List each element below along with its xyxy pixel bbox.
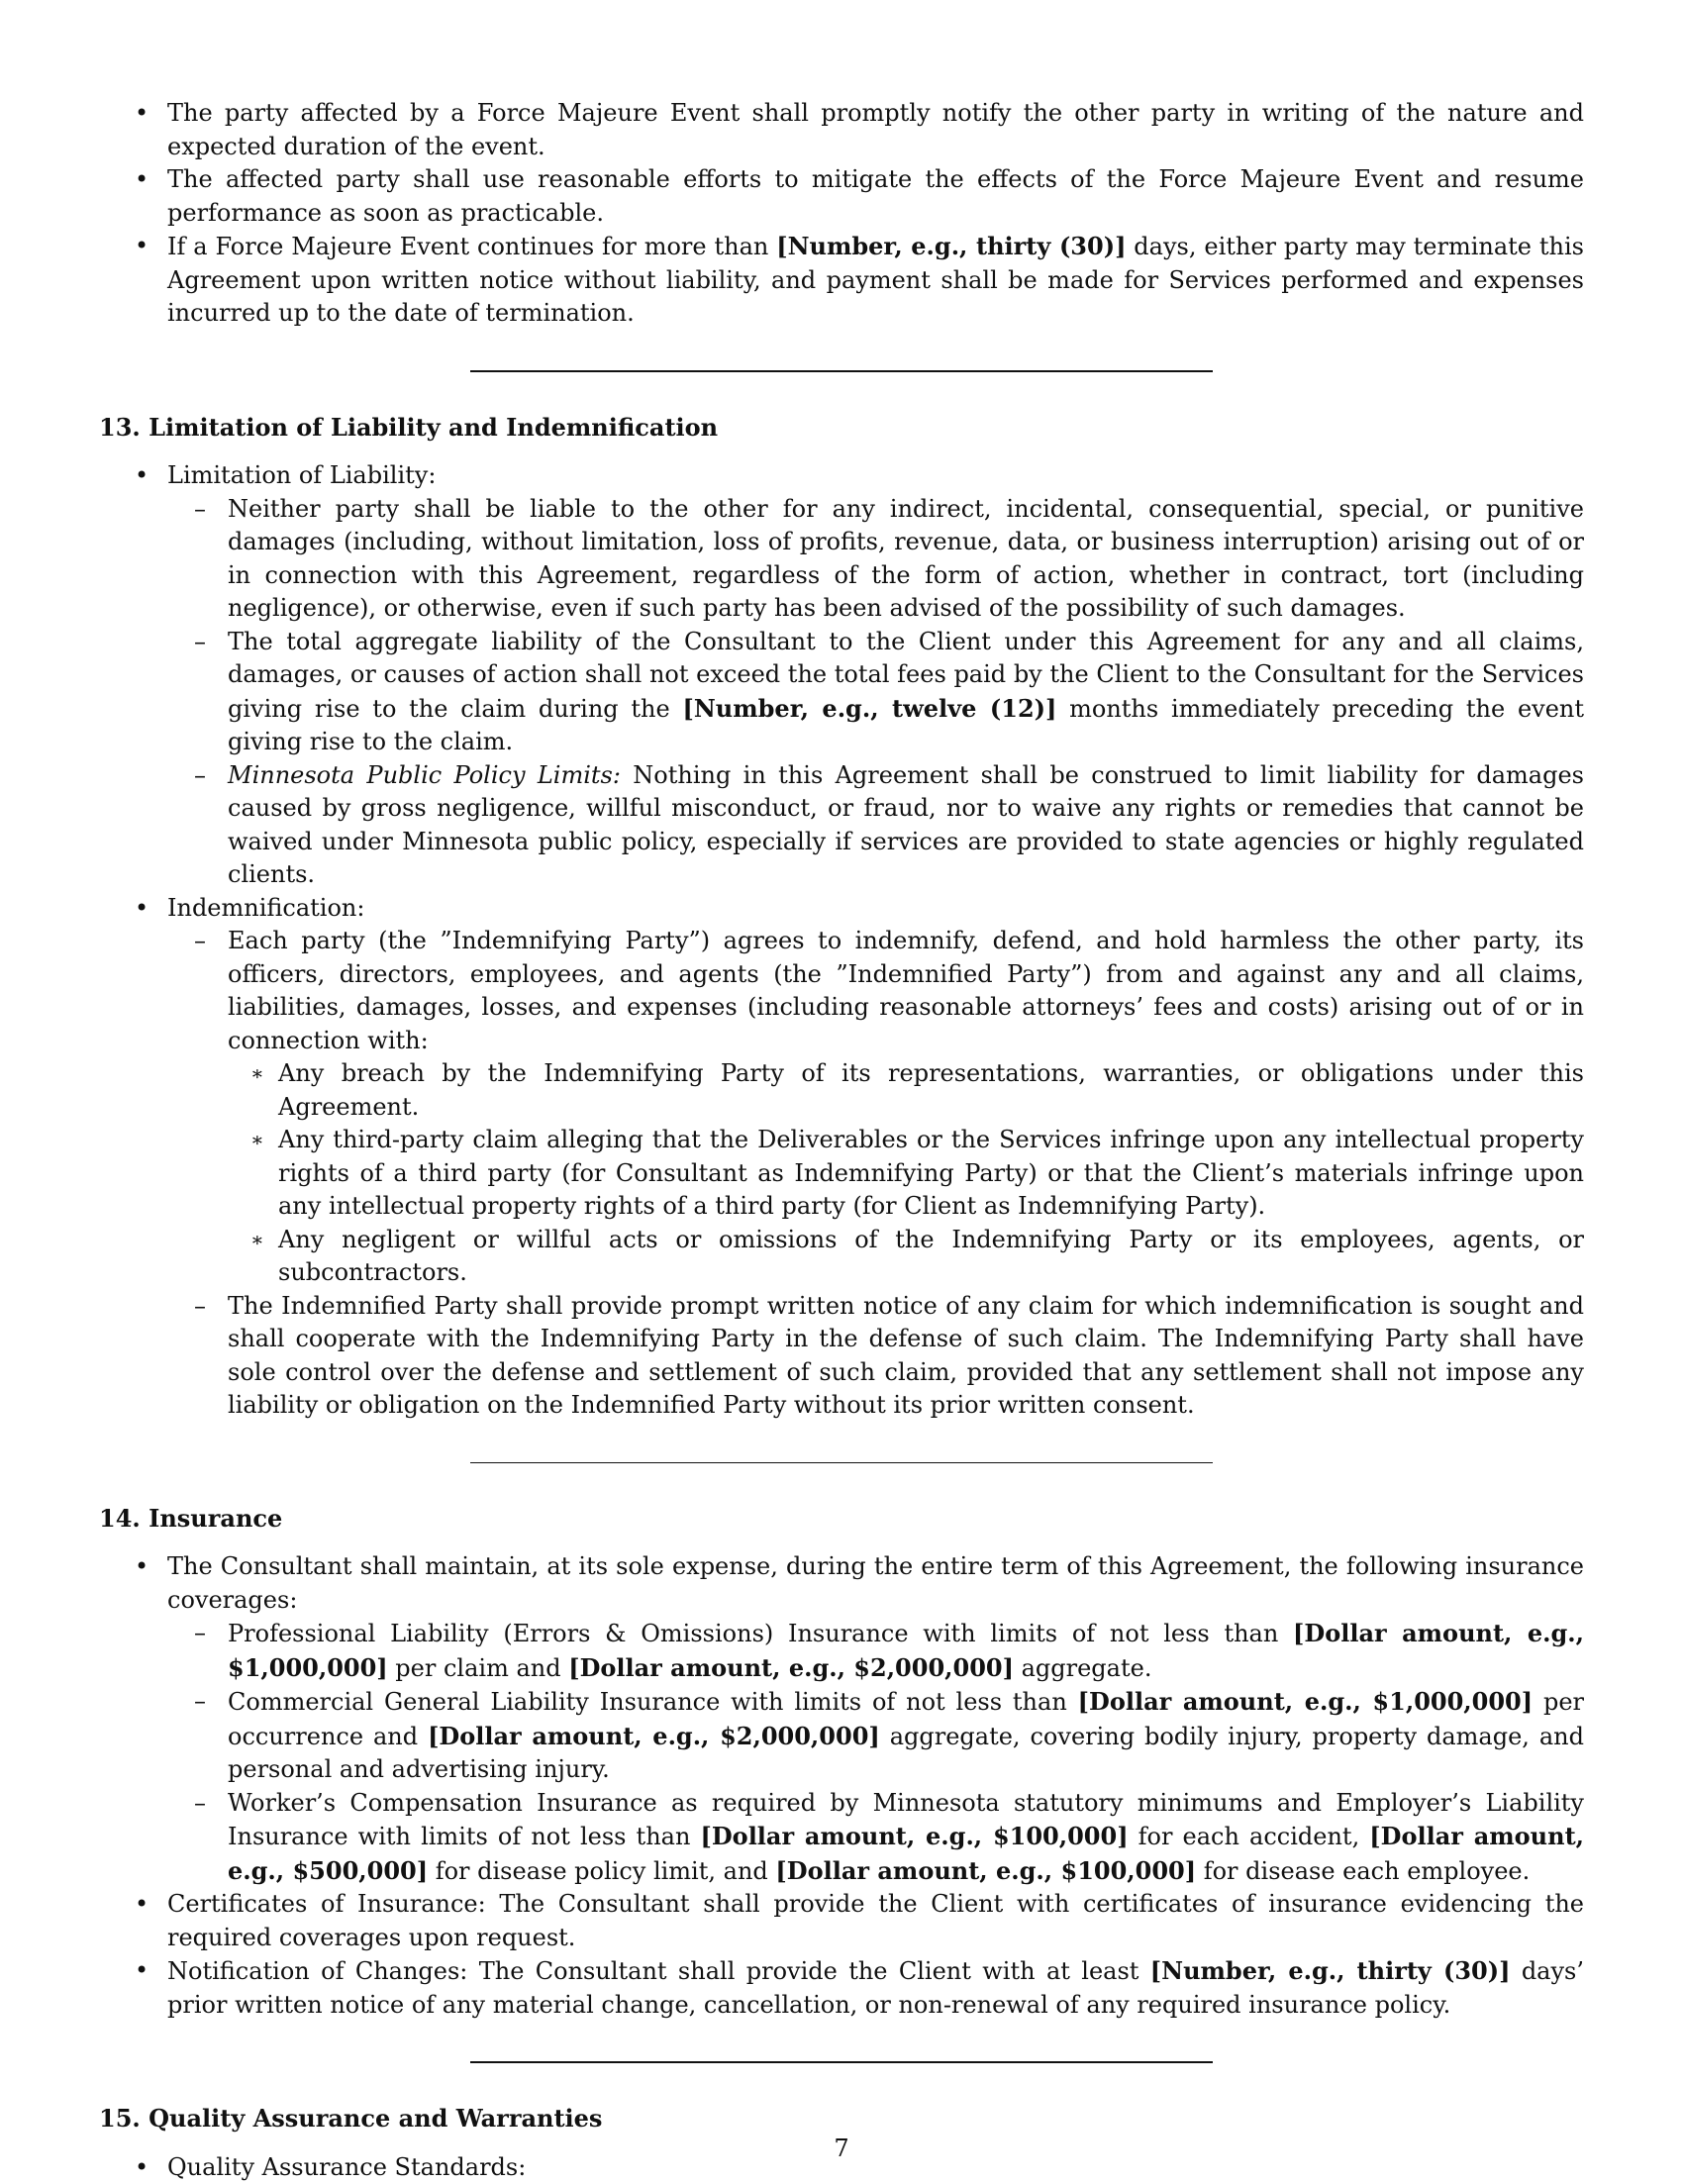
bullet-icon: •: [135, 163, 148, 197]
list-item: • The Consultant shall maintain, at its sole expense, during the entire term of this Agreement, the following insurance coverages:: [99, 1550, 1584, 1617]
placeholder-text: [Dollar amount, e.g., $100,000]: [775, 1856, 1196, 1885]
list-item: • If a Force Majeure Event continues for more than [Number, e.g., thirty (30)] days, either party may terminate this Agreement upon written notice without liability, and payment shall be made for Services performed and expenses incurred up to the date of termination.: [99, 230, 1584, 331]
dash-icon: –: [194, 493, 206, 527]
bullet-icon: •: [135, 2151, 148, 2184]
sub-list-item: – Neither party shall be liable to the other for any indirect, incidental, consequential, special, or punitive damages (including, without limitation, loss of profits, revenue, data, or business interruption) arising out of or in connection with this Agreement, regardless of the form of action, whether in contract, tort (including negligence), or otherwise, even if such party has been advised of the possibility of such damages.: [99, 493, 1584, 626]
asterisk-icon: ∗: [250, 1224, 264, 1257]
sub-sub-list-item: ∗ Any third-party claim alleging that the Deliverables or the Services infringe upon any intellectual property rights of a third party (for Consultant as Indemnifying Party) or that the Client’s materials infringe upon any intellectual property rights of a third party (for Client as Indemnifying Party).: [99, 1124, 1584, 1224]
placeholder-text: [Dollar amount, e.g., $2,000,000]: [568, 1653, 1014, 1682]
sub-list-item: – Professional Liability (Errors & Omissions) Insurance with limits of not less than [Dollar amount, e.g., $1,000,000] per claim and [Dollar amount, e.g., $2,000,000] aggregate.: [99, 1617, 1584, 1685]
bullet-icon: •: [135, 1550, 148, 1584]
placeholder-text: [Number, e.g., twelve (12)]: [683, 694, 1057, 723]
section-divider: [470, 1462, 1213, 1463]
sub-list-item: – The Indemnified Party shall provide prompt written notice of any claim for which indemnification is sought and shall cooperate with the Indemnifying Party in the defense of such claim. The Indemnifying Party shall have sole control over the defense and settlement of such claim, provided that any settlement shall not impose any liability or obligation on the Indemnified Party without its prior written consent.: [99, 1290, 1584, 1423]
sub-list-item: – Commercial General Liability Insurance with limits of not less than [Dollar amount, e.g., $1,000,000] per occurrence and [Dollar amount, e.g., $2,000,000] aggregate, covering bodily injury, property damage, and personal and advertising injury.: [99, 1685, 1584, 1787]
bullet-icon: •: [135, 892, 148, 926]
placeholder-text: [Dollar amount, e.g., $1,000,000]: [228, 1619, 1584, 1682]
placeholder-text: [Number, e.g., thirty (30)]: [776, 232, 1126, 260]
list-item: • The party affected by a Force Majeure Event shall promptly notify the other party in writing of the nature and expected duration of the event.: [99, 97, 1584, 163]
placeholder-text: [Dollar amount, e.g., $2,000,000]: [428, 1722, 880, 1750]
list-item: • Indemnification:: [99, 892, 1584, 926]
list-item: • Notification of Changes: The Consultant shall provide the Client with at least [Number, e.g., thirty (30)] days’ prior written notice of any material change, cancellation, or non-renewal of any required insurance policy.: [99, 1954, 1584, 2022]
section-heading-13: 13. Limitation of Liability and Indemnification: [99, 411, 1584, 445]
asterisk-icon: ∗: [250, 1057, 264, 1091]
sub-sub-list-item: ∗ Any breach by the Indemnifying Party of its representations, warranties, or obligations under this Agreement.: [99, 1057, 1584, 1124]
placeholder-text: [Dollar amount, e.g., $1,000,000]: [1078, 1687, 1533, 1716]
sub-list-item: – Each party (the ”Indemnifying Party”) agrees to indemnify, defend, and hold harmless the other party, its officers, directors, employees, and agents (the ”Indemnified Party”) from and against any and all claims, liabilities, damages, losses, and expenses (including reasonable attorneys’ fees and costs) arising out of or in connection with:: [99, 925, 1584, 1057]
dash-icon: –: [194, 1617, 206, 1650]
list-item: • The affected party shall use reasonable efforts to mitigate the effects of the Force Majeure Event and resume performance as soon as practicable.: [99, 163, 1584, 230]
section-divider: [470, 2061, 1213, 2063]
bullet-icon: •: [135, 230, 148, 263]
dash-icon: –: [194, 626, 206, 659]
sub-sub-list-item: ∗ Any negligent or willful acts or omissions of the Indemnifying Party or its employees, agents, or subcontractors.: [99, 1224, 1584, 1290]
asterisk-icon: ∗: [250, 1124, 264, 1157]
bullet-icon: •: [135, 1954, 148, 1988]
page-body: [99, 97, 1584, 2184]
section-heading-14: 14. Insurance: [99, 1502, 1584, 1536]
placeholder-text: [Dollar amount, e.g., $500,000]: [228, 1822, 1584, 1885]
sub-list-item: – Worker’s Compensation Insurance as required by Minnesota statutory minimums and Employer’s Liability Insurance with limits of not less than [Dollar amount, e.g., $100,000] for each accident, [Dollar amount, e.g., $500,000] for disease policy limit, and [Dollar amount, e.g., $100,000] for disease each employee.: [99, 1787, 1584, 1889]
bullet-icon: •: [135, 459, 148, 493]
sub-list-item: – The total aggregate liability of the Consultant to the Client under this Agreement for any and all claims, damages, or causes of action shall not exceed the total fees paid by the Client to the Consultant for the Services giving rise to the claim during the [Number, e.g., twelve (12)] months immediately preceding the event giving rise to the claim.: [99, 626, 1584, 759]
section-divider: [470, 370, 1213, 372]
placeholder-text: [Dollar amount, e.g., $100,000]: [701, 1822, 1129, 1850]
placeholder-text: [Number, e.g., thirty (30)]: [1150, 1956, 1511, 1985]
list-item: • Quality Assurance Standards:: [99, 2151, 1584, 2184]
sub-list-item: – Minnesota Public Policy Limits: Nothing in this Agreement shall be construed to limit liability for damages caused by gross negligence, willful misconduct, or fraud, nor to waive any rights or remedies that cannot be waived under Minnesota public policy, especially if services are provided to state agencies or highly regulated clients.: [99, 759, 1584, 892]
list-item: • Limitation of Liability:: [99, 459, 1584, 493]
dash-icon: –: [194, 1685, 206, 1719]
dash-icon: –: [194, 1290, 206, 1324]
dash-icon: –: [194, 1787, 206, 1821]
list-item: • Certificates of Insurance: The Consultant shall provide the Client with certificates of insurance evidencing the required coverages upon request.: [99, 1888, 1584, 1954]
bullet-icon: •: [135, 97, 148, 131]
section-heading-15: 15. Quality Assurance and Warranties: [99, 2102, 1584, 2135]
dash-icon: –: [194, 925, 206, 958]
bullet-icon: •: [135, 1888, 148, 1922]
dash-icon: –: [194, 759, 206, 793]
page-number: 7: [0, 2134, 1683, 2162]
